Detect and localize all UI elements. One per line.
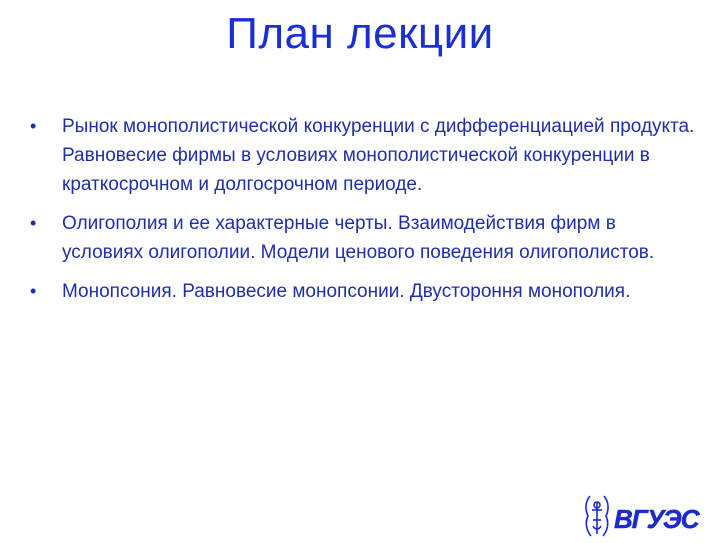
- list-item: [28, 112, 700, 199]
- bullet-text: Монопсония. Равновесие монопсонии. Двустороння монополия.: [62, 281, 631, 302]
- bullet-icon: •: [30, 281, 37, 301]
- bullet-list: [28, 112, 700, 316]
- list-item: [28, 209, 700, 267]
- slide-title: План лекции: [226, 9, 494, 58]
- bullet-text: Рынок монополистической конкуренции с дифференциацией продукта. Равновесие фирмы в условиях монополистической конкуренции в краткосрочном и долгосрочном периоде.: [62, 116, 695, 195]
- university-logo: [582, 494, 700, 538]
- bullet-icon: •: [30, 116, 37, 136]
- logo-text: ВГУЭС: [614, 504, 699, 534]
- list-item: [28, 277, 700, 306]
- bullet-icon: •: [30, 213, 37, 233]
- logo-icon: [582, 494, 700, 538]
- bullet-text: Олигополия и ее характерные черты. Взаимодействия фирм в условиях олигополии. Модели ценового поведения олигополистов.: [62, 213, 655, 263]
